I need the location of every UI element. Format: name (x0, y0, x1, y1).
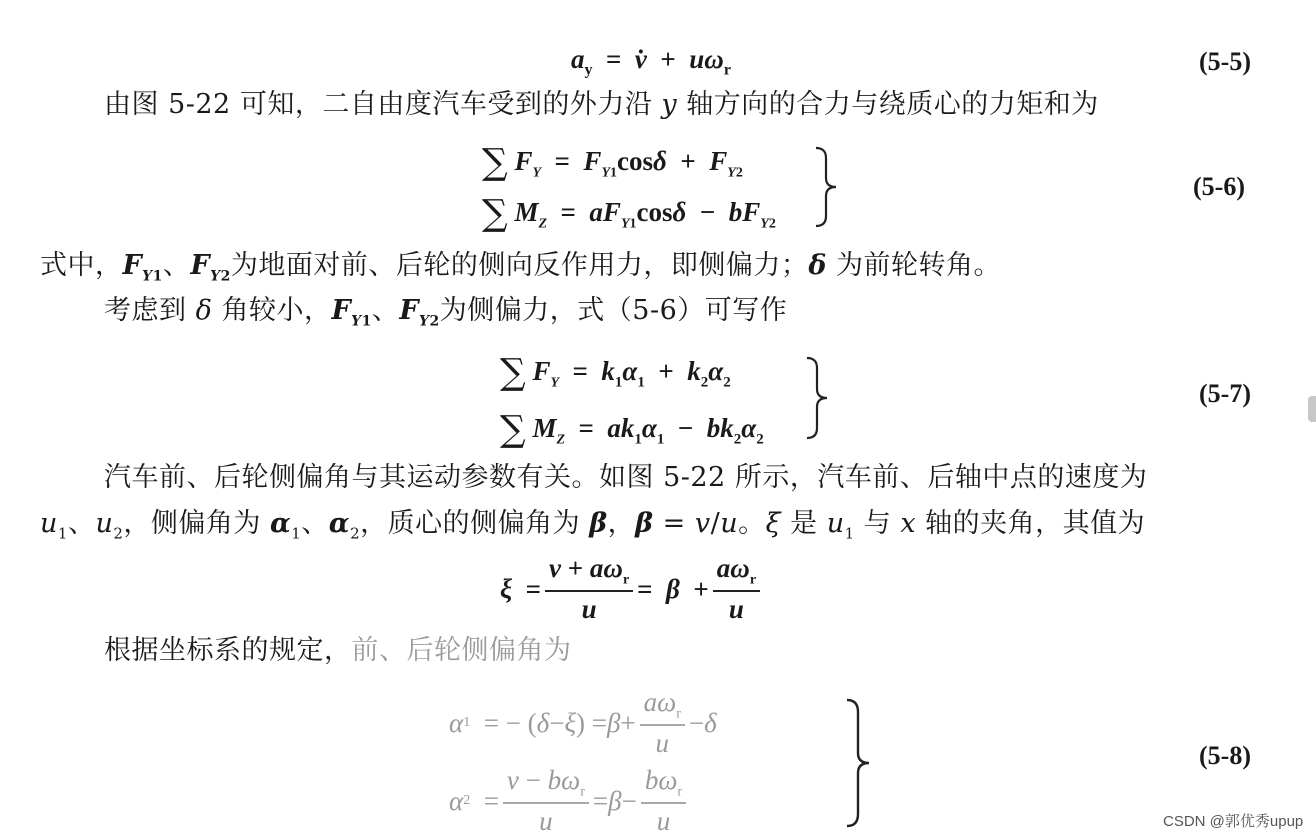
paragraph-4: 汽车前、后轮侧偏角与其运动参数有关。如图 5-22 所示，汽车前、后轴中点的速度为 (104, 462, 1148, 493)
equation-5-6-line2: ∑ $M_Z = aF_{Y1}\cos\delta - bF_{Y2}$ (482, 193, 776, 234)
brace-5-8 (845, 698, 871, 828)
equation-5-5: $a_y$ = v̇ + $u\omega_r$ (571, 44, 731, 79)
paragraph-6 (104, 637, 572, 664)
equation-xi: ξ = $\frac{v + a\omega_r}{u}$ = β + $\frac{a\omega_r}{u}$ (500, 553, 764, 625)
paragraph-3: 考虑到 δ 角较小，$F_{Y1}$、$F_{Y2}$为侧偏力，式（5-6）可写作 (104, 295, 788, 330)
equation-5-7-line1: ∑ $F_Y = k_1\alpha_1 + k_2\alpha_2$ (500, 352, 731, 393)
equation-5-8-line1: α 1 = − ( δ − ξ ) = β + $\frac{a\omega_r}{u}$ − δ (449, 687, 717, 759)
brace-5-6 (814, 146, 838, 228)
paragraph-5: $u_1$、$u_2$，侧偏角为 $\alpha_1$、$\alpha_2$，质心的侧偏角为 β，β = v/u。ξ 是 $u_1$ 与 x 轴的夹角，其值为 (40, 508, 1146, 543)
equation-5-7-line2: ∑ $M_Z = ak_1\alpha_1 - bk_2\alpha_2$ (500, 409, 764, 450)
equation-5-8-line2: α 2 = $\frac{v - b\omega_r}{u}$ = β − $\frac{b\omega_r}{u}$ (449, 765, 690, 837)
scrollbar-thumb[interactable] (1308, 396, 1316, 422)
paragraph-6-dark: 根据坐标系的规定， (104, 635, 352, 666)
brace-5-7 (805, 356, 829, 440)
equation-tag-5-7: (5-7) (1199, 379, 1251, 408)
watermark: CSDN @郭优秀upup (1163, 813, 1304, 830)
equation-tag-5-8: (5-8) (1199, 741, 1251, 770)
equation-5-6-line1: ∑ $F_Y = F_{Y1}\cos\delta + F_{Y2}$ (482, 142, 743, 183)
paragraph-1: 由图 5-22 可知，二自由度汽车受到的外力沿 y 轴方向的合力与绕质心的力矩和为 (104, 89, 1099, 120)
equation-tag-5-6: (5-6) (1193, 172, 1245, 201)
equation-tag-5-5: (5-5) (1199, 47, 1251, 76)
paragraph-6-faded: 前、后轮侧偏角为 (351, 635, 572, 666)
paragraph-2: 式中，$F_{Y1}$、$F_{Y2}$为地面对前、后轮的侧向反作用力，即侧偏力；δ 为前轮转角。 (40, 250, 1001, 285)
